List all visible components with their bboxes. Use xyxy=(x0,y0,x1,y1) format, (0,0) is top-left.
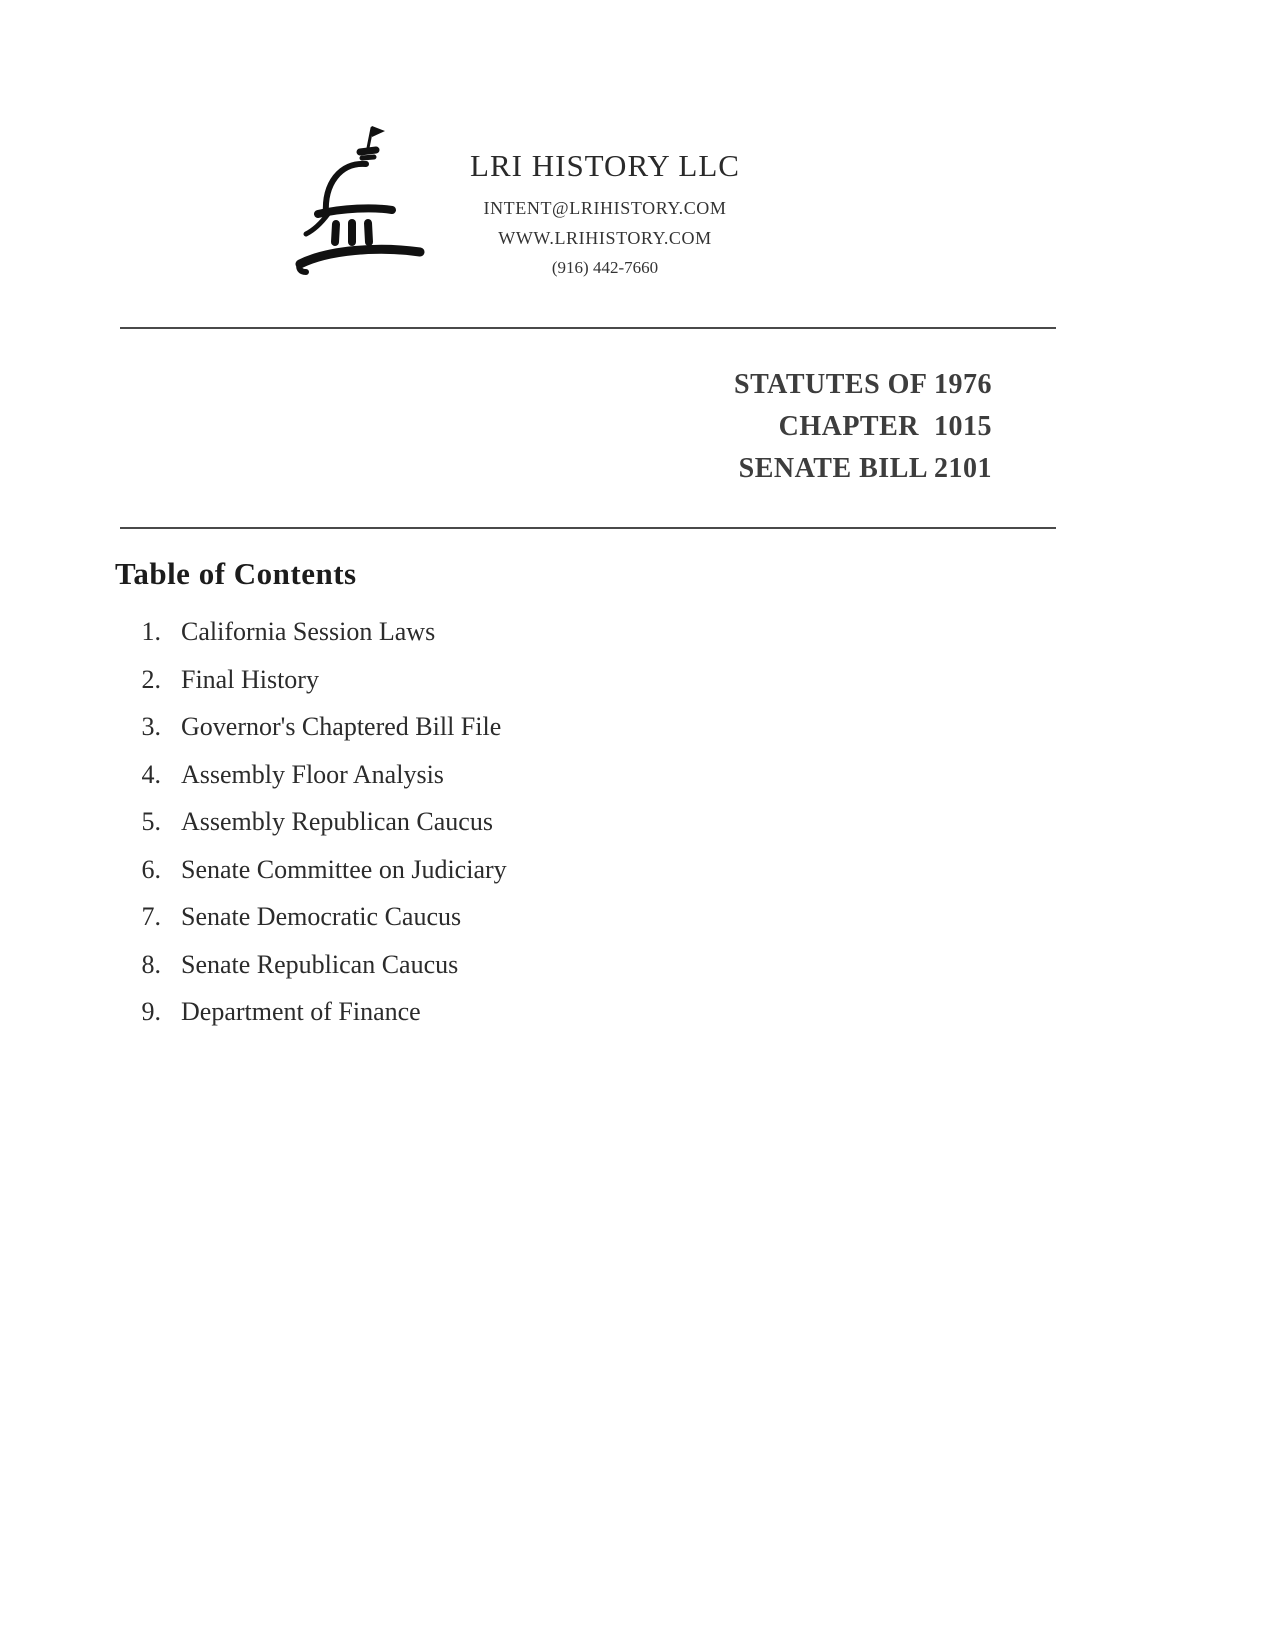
toc-item-number: 8. xyxy=(141,949,161,979)
toc-item-number: 9. xyxy=(141,997,161,1026)
toc-item-label: Final History xyxy=(181,664,319,694)
toc-item xyxy=(135,950,835,998)
toc-item xyxy=(135,997,835,1045)
toc-item xyxy=(135,760,835,808)
toc-item-label: California Session Laws xyxy=(181,617,436,646)
toc-item-label: Senate Republican Caucus xyxy=(181,949,459,979)
toc-item xyxy=(135,855,835,903)
toc-item xyxy=(135,665,835,713)
toc-item xyxy=(135,902,835,950)
toc-item-number: 1. xyxy=(141,617,161,646)
toc-item-label: Department of Finance xyxy=(181,997,421,1026)
toc-item xyxy=(135,712,835,760)
toc-item-number: 3. xyxy=(141,712,161,741)
toc-item xyxy=(135,807,835,855)
toc-item-number: 7. xyxy=(141,902,161,931)
company-name: LRI HISTORY LLC xyxy=(470,148,740,183)
company-email: INTENT@LRIHISTORY.COM xyxy=(483,198,727,218)
toc-item-label: Governor's Chaptered Bill File xyxy=(181,712,502,741)
letterhead xyxy=(420,148,790,278)
divider-top xyxy=(120,327,1056,329)
toc-item xyxy=(135,617,835,665)
toc-item-label: Senate Committee on Judiciary xyxy=(181,854,507,884)
toc-item-number: 6. xyxy=(141,854,161,884)
senate-bill-line: SENATE BILL 2101 xyxy=(738,453,992,484)
chapter-line: CHAPTER 1015 xyxy=(778,411,992,442)
toc-item-label: Assembly Floor Analysis xyxy=(181,759,444,789)
toc-list xyxy=(135,617,835,1045)
toc-item-number: 4. xyxy=(141,759,161,789)
statutes-year-line: STATUTES OF 1976 xyxy=(734,369,992,400)
toc-title: Table of Contents xyxy=(115,556,357,591)
toc-item-label: Assembly Republican Caucus xyxy=(181,807,493,836)
toc-item-number: 5. xyxy=(141,807,161,836)
toc-item-number: 2. xyxy=(141,664,161,694)
statute-reference xyxy=(734,364,992,490)
toc-item-label: Senate Democratic Caucus xyxy=(181,902,462,931)
divider-bottom xyxy=(120,527,1056,529)
company-phone: (916) 442-7660 xyxy=(551,258,659,277)
company-website: WWW.LRIHISTORY.COM xyxy=(498,228,712,248)
